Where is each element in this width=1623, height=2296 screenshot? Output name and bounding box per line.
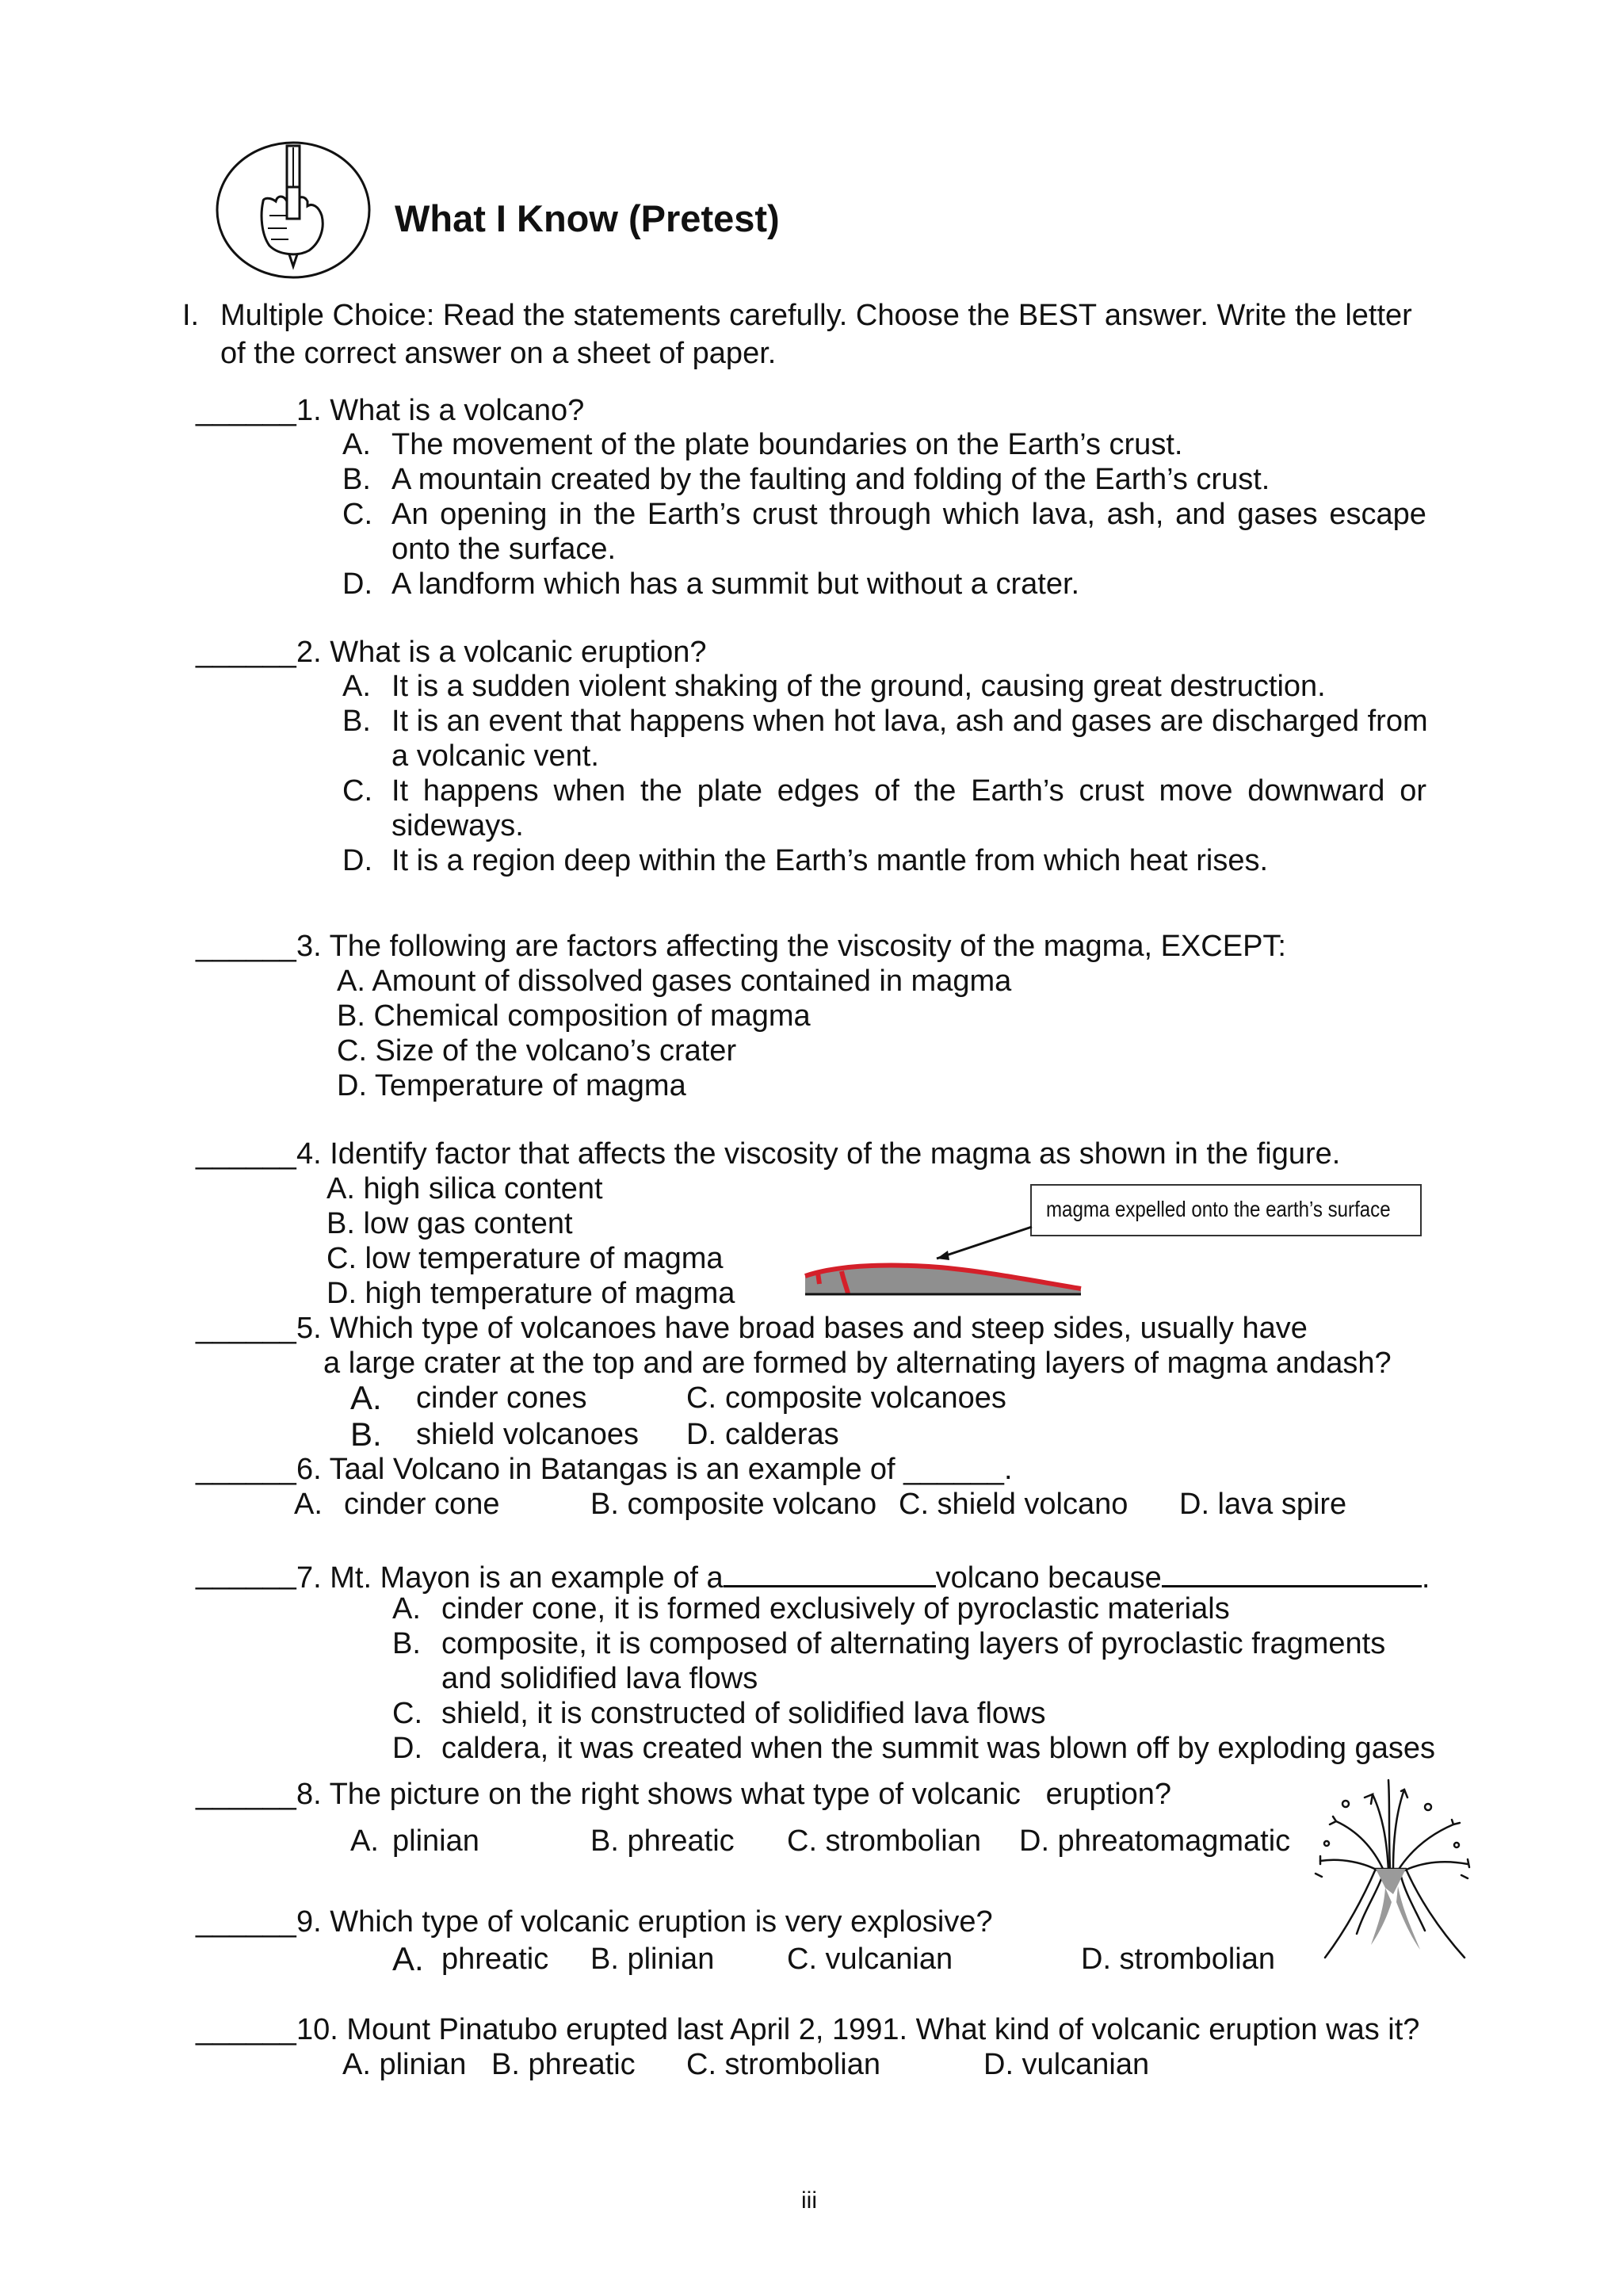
lava-flow-figure [802, 1221, 1087, 1300]
option-text: B. phreatic [491, 2048, 636, 2081]
option-text: and solidified lava flows [441, 1662, 758, 1695]
option-letter: D. [342, 567, 372, 601]
option-text: C. strombolian [787, 1824, 981, 1858]
instructions-line-2: of the correct answer on a sheet of paper. [220, 337, 777, 370]
answer-blank: ______ [196, 1453, 296, 1486]
answer-blank: ______ [196, 2013, 296, 2046]
option-text: phreatic [441, 1943, 549, 1976]
fill-blank [724, 1557, 936, 1587]
option-text: shield, it is constructed of solidified lava flows [441, 1697, 1046, 1730]
option-text: B. composite volcano [590, 1488, 877, 1521]
option-letter: B. [342, 705, 371, 738]
option-text: D. Temperature of magma [337, 1069, 686, 1102]
question-stem: a large crater at the top and are formed by alternating layers of magma andash? [323, 1347, 1392, 1380]
option-text: cinder cone, it is formed exclusively of pyroclastic materials [441, 1592, 1230, 1626]
answer-blank: ______ [196, 1778, 296, 1811]
answer-blank: ______ [196, 1312, 296, 1345]
option-text: caldera, it was created when the summit was blown off by exploding gases [441, 1732, 1435, 1765]
option-text: calderas [725, 1418, 839, 1451]
answer-blank: ______ [196, 1557, 296, 1591]
option-text: B. plinian [590, 1943, 715, 1976]
option-text: D. strombolian [1081, 1943, 1275, 1976]
option-text: sideways. [391, 809, 524, 842]
option-letter: C. [342, 498, 372, 531]
question-stem: 2. What is a volcanic eruption? [296, 636, 707, 669]
option-text: cinder cones [416, 1381, 587, 1415]
option-text: It is a region deep within the Earth’s mantle from which heat rises. [391, 844, 1269, 877]
option-text: B. low gas content [327, 1207, 573, 1240]
option-letter: D. [392, 1732, 422, 1765]
option-text: D. high temperature of magma [327, 1277, 735, 1310]
option-text: composite volcanoes [725, 1381, 1006, 1415]
option-text: C. Size of the volcano’s crater [337, 1034, 737, 1068]
option-text: An opening in the Earth’s crust through which lava, ash, and gases escape [391, 498, 1426, 531]
option-letter: A. [342, 670, 371, 703]
question-stem: 6. Taal Volcano in Batangas is an example of ______. [296, 1453, 1013, 1486]
option-letter: A. [392, 1592, 421, 1626]
question-stem: 10. Mount Pinatubo erupted last April 2, 1991. What kind of volcanic eruption was it? [296, 2013, 1420, 2046]
question-stem: 1. What is a volcano? [296, 394, 585, 427]
option-text: It is an event that happens when hot lava, ash and gases are discharged from [391, 705, 1428, 738]
option-text: D. phreatomagmatic [1019, 1824, 1291, 1858]
figure-label: magma expelled onto the earth’s surface [1046, 1197, 1391, 1221]
option-letter: A. [392, 1940, 424, 1977]
instructions-number: I. [182, 299, 200, 332]
option-letter: C. [392, 1697, 422, 1730]
option-text: The movement of the plate boundaries on the Earth’s crust. [391, 428, 1183, 461]
option-letter: A. [294, 1488, 323, 1521]
option-text: It happens when the plate edges of the Earth’s crust move downward or [391, 774, 1426, 808]
option-text: A. high silica content [327, 1172, 603, 1205]
question-stem: 5. Which type of volcanoes have broad bases and steep sides, usually have [296, 1312, 1308, 1345]
answer-blank: ______ [196, 930, 296, 963]
option-letter: C. [342, 774, 372, 808]
question-stem: 7. Mt. Mayon is an example of a volcano because . [296, 1557, 1430, 1595]
option-text: cinder cone [344, 1488, 500, 1521]
option-letter: B. [350, 1415, 382, 1453]
page-title: What I Know (Pretest) [395, 197, 780, 239]
option-letter: D. [686, 1418, 716, 1451]
option-text: C. strombolian [686, 2048, 880, 2081]
option-text: C. vulcanian [787, 1943, 953, 1976]
answer-blank: ______ [196, 1137, 296, 1171]
answer-blank: ______ [196, 394, 296, 427]
hand-writing-pencil-icon [214, 139, 372, 281]
answer-blank: ______ [196, 1905, 296, 1939]
option-letter: A. [350, 1824, 379, 1858]
question-stem: 8. The picture on the right shows what type of volcanic eruption? [296, 1778, 1172, 1811]
option-text: D. vulcanian [983, 2048, 1150, 2081]
option-text: A landform which has a summit but without a crater. [391, 567, 1080, 601]
option-text: plinian [392, 1824, 479, 1858]
option-letter: B. [392, 1627, 421, 1660]
option-letter: C. [686, 1381, 716, 1415]
page-number: iii [801, 2187, 817, 2214]
option-text: A mountain created by the faulting and folding of the Earth’s crust. [391, 463, 1270, 496]
option-text: C. low temperature of magma [327, 1242, 724, 1275]
question-stem: 3. The following are factors affecting the viscosity of the magma, EXCEPT: [296, 930, 1286, 963]
option-text: composite, it is composed of alternating layers of pyroclastic fragments [441, 1627, 1386, 1660]
option-letter: B. [342, 463, 371, 496]
option-text: C. shield volcano [899, 1488, 1128, 1521]
option-text: A. plinian [342, 2048, 467, 2081]
option-letter: A. [342, 428, 371, 461]
option-text: shield volcanoes [416, 1418, 639, 1451]
instructions-line-1: Multiple Choice: Read the statements carefully. Choose the BEST answer. Write the letter [220, 299, 1412, 332]
answer-blank: ______ [196, 636, 296, 669]
option-text: A. Amount of dissolved gases contained in magma [337, 965, 1012, 998]
option-text: B. phreatic [590, 1824, 735, 1858]
question-stem: 4. Identify factor that affects the viscosity of the magma as shown in the figure. [296, 1137, 1341, 1171]
fill-blank [1162, 1557, 1422, 1587]
option-letter: A. [350, 1379, 382, 1416]
option-text: B. Chemical composition of magma [337, 999, 811, 1033]
erupting-volcano-figure [1309, 1775, 1476, 1959]
option-text: D. lava spire [1179, 1488, 1347, 1521]
option-text: onto the surface. [391, 533, 617, 566]
option-text: It is a sudden violent shaking of the ground, causing great destruction. [391, 670, 1326, 703]
option-letter: D. [342, 844, 372, 877]
question-stem: 9. Which type of volcanic eruption is very explosive? [296, 1905, 993, 1939]
option-text: a volcanic vent. [391, 739, 599, 773]
